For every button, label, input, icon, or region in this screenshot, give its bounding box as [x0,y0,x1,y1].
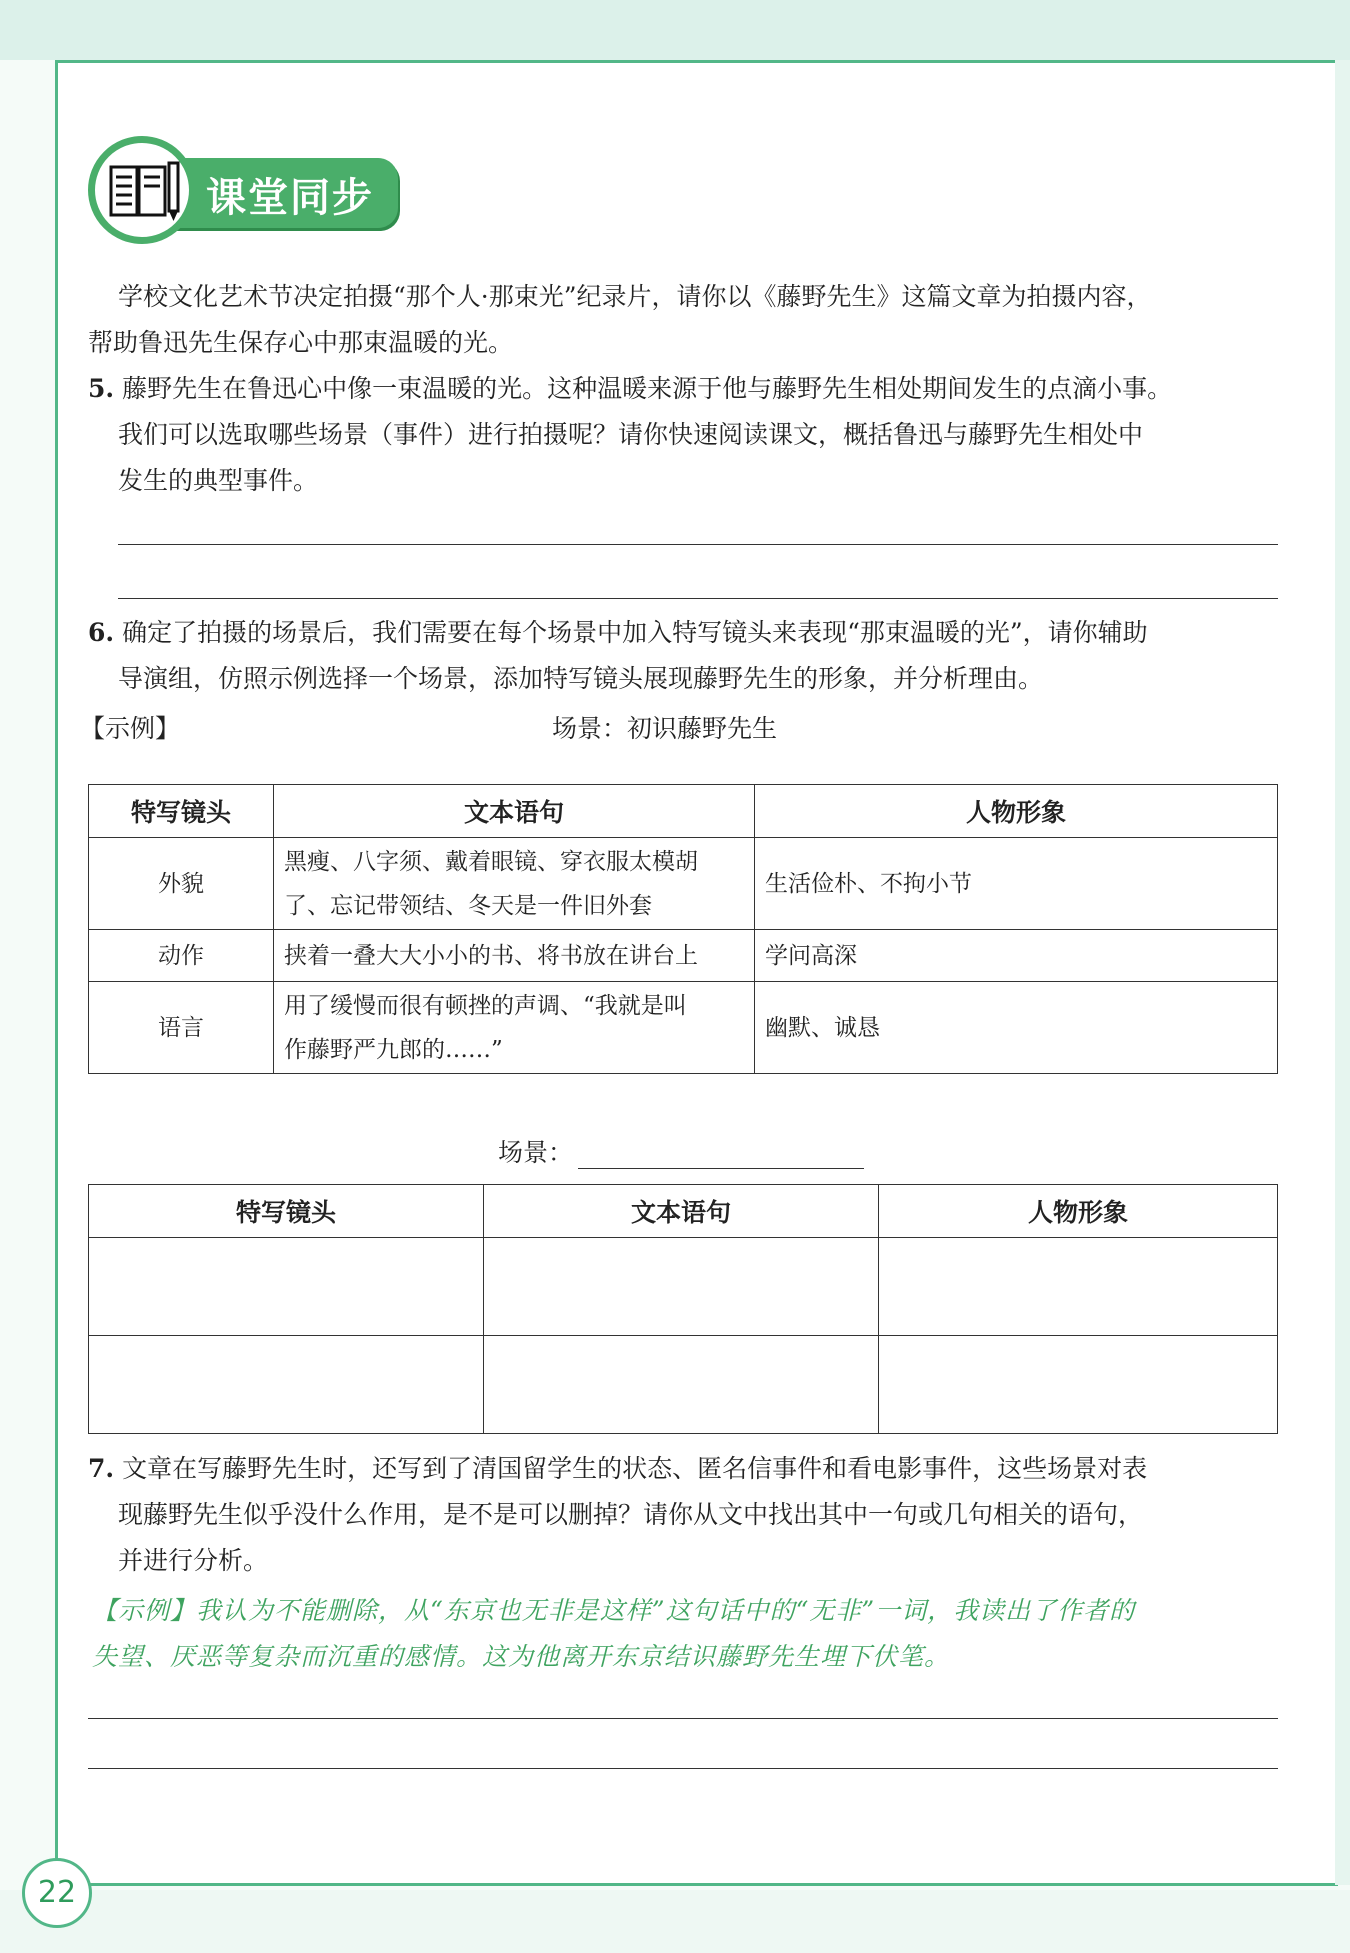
example-label: 【示例】 [80,714,181,743]
question-5-line-1: 藤野先生在鲁迅心中像一束温暖的光。这种温暖来源于他与藤野先生相处期间发生的点滴小事。 [122,374,1173,403]
text-line: 作藤野严九郎的……” [284,1036,503,1063]
intro-line-2: 帮助鲁迅先生保存心中那束温暖的光。 [88,328,514,357]
example-scene-title: 场景：初识藤野先生 [552,714,778,743]
image-cell: 幽默、诚恳 [755,982,1278,1074]
question-7-example [92,1588,1292,1680]
intro-paragraph [118,274,1152,320]
lens-cell: 语言 [89,982,274,1074]
question-6-line-1: 确定了拍摄的场景后，我们需要在每个场景中加入特写镜头来表现“那束温暖的光”，请你辅助 [122,618,1148,647]
section-header [88,136,408,256]
question-5 [88,366,1172,504]
question-5-number: 5. [88,374,115,403]
intro-line-1: 学校文化艺术节决定拍摄“那个人·那束光”纪录片，请你以《藤野先生》这篇文章为拍摄内容， [118,282,1152,311]
blank-cell[interactable] [484,1336,879,1434]
blank-cell[interactable] [89,1336,484,1434]
question-7-number: 7. [88,1454,115,1483]
blank-cell[interactable] [484,1238,879,1336]
question-5-line-3: 发生的典型事件。 [118,466,319,495]
answer-line-q5-2[interactable] [118,598,1278,599]
book-pencil-icon [109,161,181,223]
top-band [0,0,1350,60]
table-row [89,982,1278,1074]
page-number: 22 [22,1858,92,1928]
question-6-line-2: 导演组，仿照示例选择一个场景，添加特写镜头展现藤野先生的形象，并分析理由。 [118,664,1044,693]
table-row [89,1336,1278,1434]
header-image: 人物形象 [879,1185,1278,1238]
right-strip [1335,60,1350,1885]
text-cell [274,838,755,930]
header-text: 文本语句 [274,785,755,838]
example-table [88,784,1278,1074]
image-cell: 生活俭朴、不拘小节 [755,838,1278,930]
question-7-line-2: 现藤野先生似乎没什么作用，是不是可以删掉？请你从文中找出其中一句或几句相关的语句， [118,1500,1144,1529]
bottom-band [0,1890,1350,1953]
question-6 [88,610,1148,702]
question-5-line-2: 我们可以选取哪些场景（事件）进行拍摄呢？请你快速阅读课文，概括鲁迅与藤野先生相处中 [118,420,1144,449]
lens-cell: 动作 [89,930,274,982]
section-title: 课堂同步 [206,175,374,221]
example-line-2: 失望、厌恶等复杂而沉重的感情。这为他离开东京结识藤野先生埋下伏笔。 [92,1642,951,1671]
blank-cell[interactable] [879,1238,1278,1336]
text-cell: 挟着一叠大大小小的书、将书放在讲台上 [274,930,755,982]
header-lens: 特写镜头 [89,1185,484,1238]
question-7 [88,1446,1147,1584]
question-7-line-1: 文章在写藤野先生时，还写到了清国留学生的状态、匿名信事件和看电影事件，这些场景对表 [122,1454,1148,1483]
table-row [89,1238,1278,1336]
blank-scene-input[interactable] [578,1168,864,1169]
question-7-line-3: 并进行分析。 [118,1546,269,1575]
book-pencil-badge [88,136,196,244]
blank-scene-label: 场景： [498,1138,574,1167]
blank-cell[interactable] [879,1336,1278,1434]
text-line: 用了缓慢而很有顿挫的声调、“我就是叫 [284,992,687,1019]
text-line: 了、忘记带领结、冬天是一件旧外套 [284,892,652,919]
table-row [89,838,1278,930]
answer-line-q7-1[interactable] [88,1718,1278,1719]
text-line: 黑瘦、八字须、戴着眼镜、穿衣服太模胡 [284,848,698,875]
question-6-number: 6. [88,618,115,647]
image-cell: 学问高深 [755,930,1278,982]
blank-cell[interactable] [89,1238,484,1336]
blank-table-header [89,1185,1278,1238]
intro-paragraph-cont [88,320,513,366]
header-lens: 特写镜头 [89,785,274,838]
header-text: 文本语句 [484,1185,879,1238]
header-image: 人物形象 [755,785,1278,838]
table-row [89,930,1278,982]
example-table-header [89,785,1278,838]
lens-cell: 外貌 [89,838,274,930]
text-cell [274,982,755,1074]
answer-line-q5-1[interactable] [118,544,1278,545]
example-line-1: 【示例】我认为不能删除，从“东京也无非是这样”这句话中的“无非”一词，我读出了作者的 [92,1596,1136,1625]
answer-line-q7-2[interactable] [88,1768,1278,1769]
blank-table [88,1184,1278,1434]
